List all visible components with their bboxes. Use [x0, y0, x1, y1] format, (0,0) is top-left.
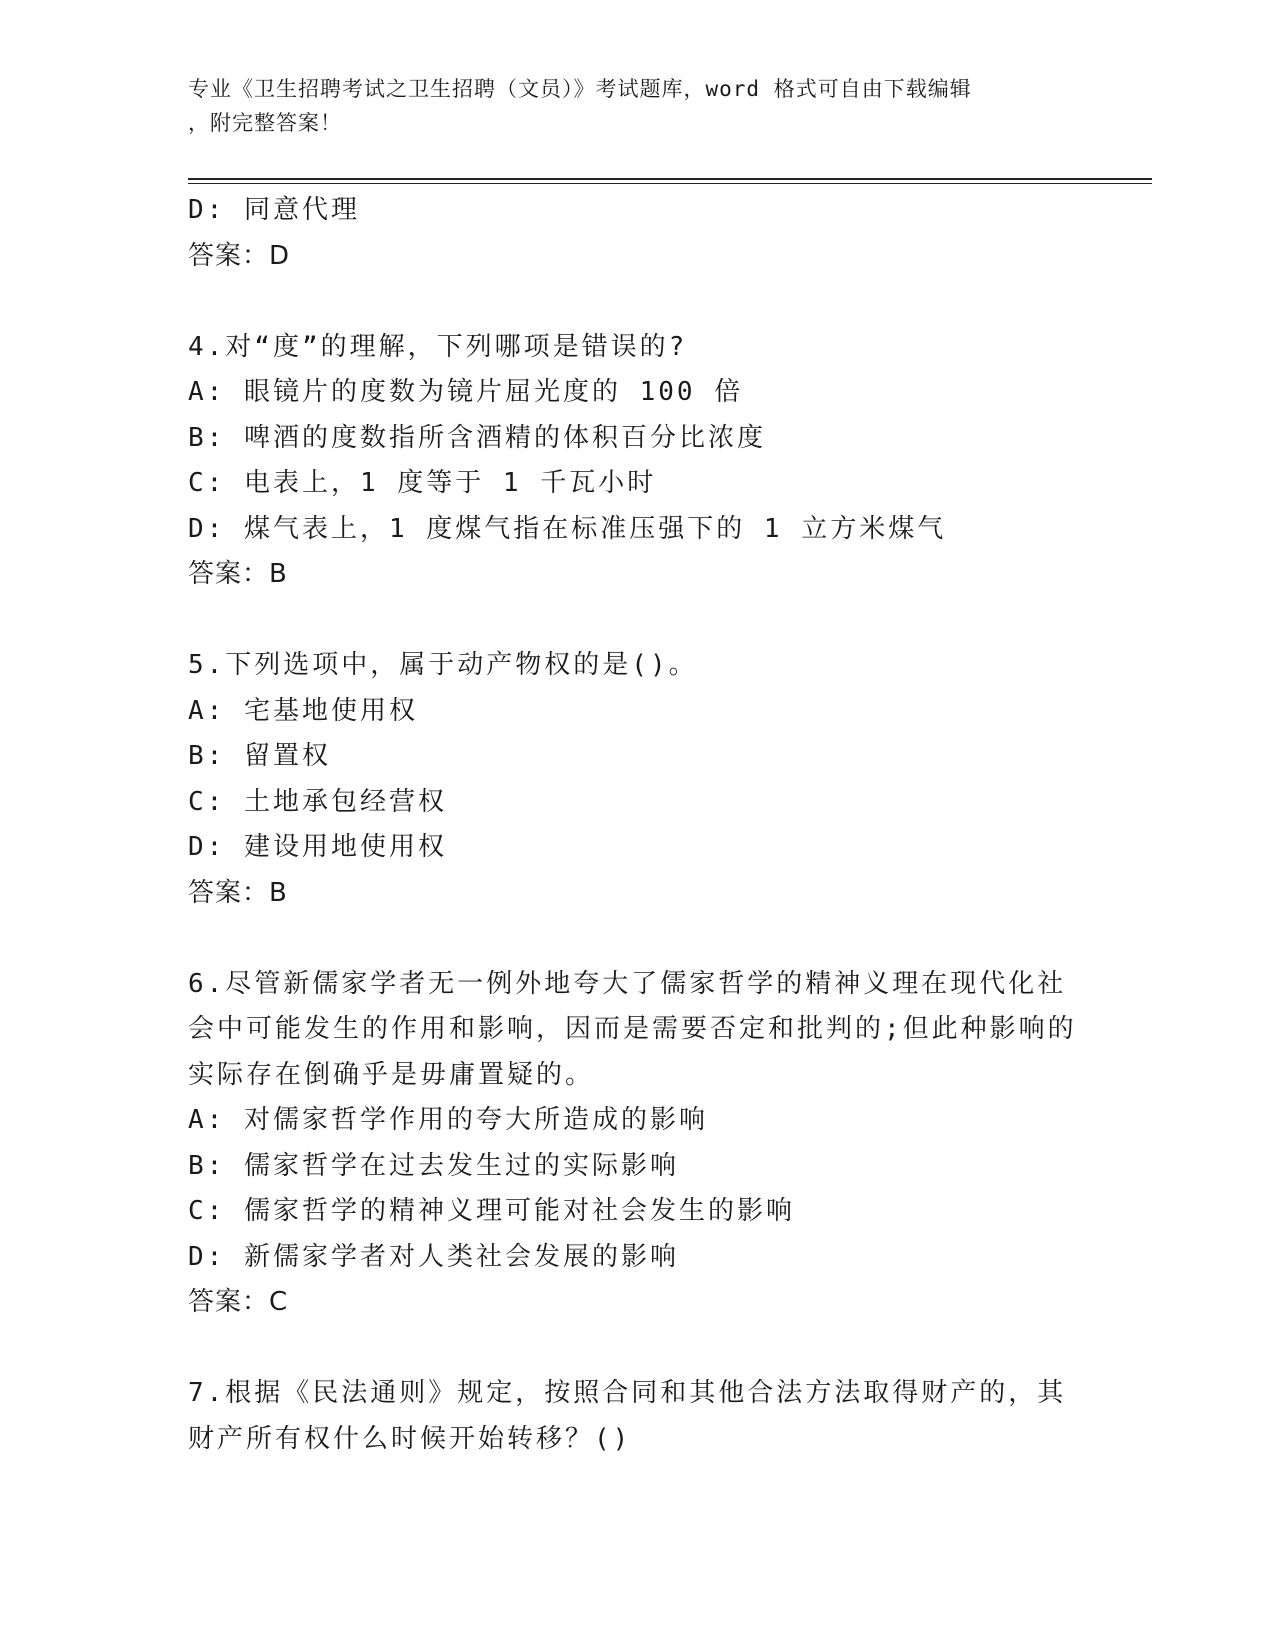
- question-7: [188, 1371, 1088, 1462]
- option-a: A: 对儒家哲学作用的夸大所造成的影响: [188, 1105, 708, 1135]
- option-d: D: 同意代理: [188, 195, 360, 225]
- document-header: [188, 72, 1088, 140]
- previous-question-tail: [188, 188, 1088, 279]
- question-stem: 4.对“度”的理解，下列哪项是错误的?: [188, 331, 688, 362]
- question-stem-line-1: 6.尽管新儒家学者无一例外地夸大了儒家哲学的精神义理在现代化社: [188, 968, 1067, 999]
- option-d: D: 煤气表上，1 度煤气指在标准压强下的 1 立方米煤气: [188, 513, 947, 544]
- option-b: B: 儒家哲学在过去发生过的实际影响: [188, 1150, 679, 1181]
- header-line-1: 专业《卫生招聘考试之卫生招聘（文员）》考试题库，word 格式可自由下载编辑: [188, 77, 972, 101]
- question-6: [188, 962, 1088, 1326]
- option-a: A: 眼镜片的度数为镜片屈光度的 100 倍: [188, 377, 744, 407]
- answer-label: 答案：D: [188, 240, 291, 271]
- option-c: C: 土地承包经营权: [188, 786, 447, 817]
- option-b: B: 啤酒的度数指所含酒精的体积百分比浓度: [188, 422, 766, 453]
- question-stem: 5.下列选项中，属于动产物权的是()。: [188, 650, 698, 680]
- question-4: [188, 325, 1088, 598]
- header-line-2: ，附完整答案！: [188, 111, 342, 135]
- option-d: D: 新儒家学者对人类社会发展的影响: [188, 1241, 679, 1272]
- option-b: B: 留置权: [188, 741, 331, 771]
- answer-label: 答案：B: [188, 877, 288, 908]
- spacer: [188, 598, 1088, 644]
- question-5: [188, 643, 1088, 916]
- question-stem-line-3: 实际存在倒确乎是毋庸置疑的。: [188, 1059, 595, 1090]
- question-stem-line-1: 7.根据《民法通则》规定，按照合同和其他合法方法取得财产的，其: [188, 1378, 1067, 1408]
- answer-label: 答案：C: [188, 1287, 289, 1317]
- question-stem-line-2: 会中可能发生的作用和影响，因而是需要否定和批判的;但此种影响的: [188, 1014, 1077, 1044]
- question-stem-line-2: 财产所有权什么时候开始转移？(): [188, 1423, 632, 1454]
- header-rule-thin: [188, 183, 1152, 184]
- option-a: A: 宅基地使用权: [188, 695, 418, 726]
- spacer: [188, 916, 1088, 962]
- option-d: D: 建设用地使用权: [188, 832, 447, 862]
- option-c: C: 儒家哲学的精神义理可能对社会发生的影响: [188, 1196, 795, 1226]
- answer-label: 答案：B: [188, 559, 288, 589]
- question-list: [188, 188, 1088, 1462]
- header-rule-thick: [188, 178, 1152, 180]
- spacer: [188, 1326, 1088, 1372]
- spacer: [188, 279, 1088, 325]
- option-c: C: 电表上，1 度等于 1 千瓦小时: [188, 468, 657, 498]
